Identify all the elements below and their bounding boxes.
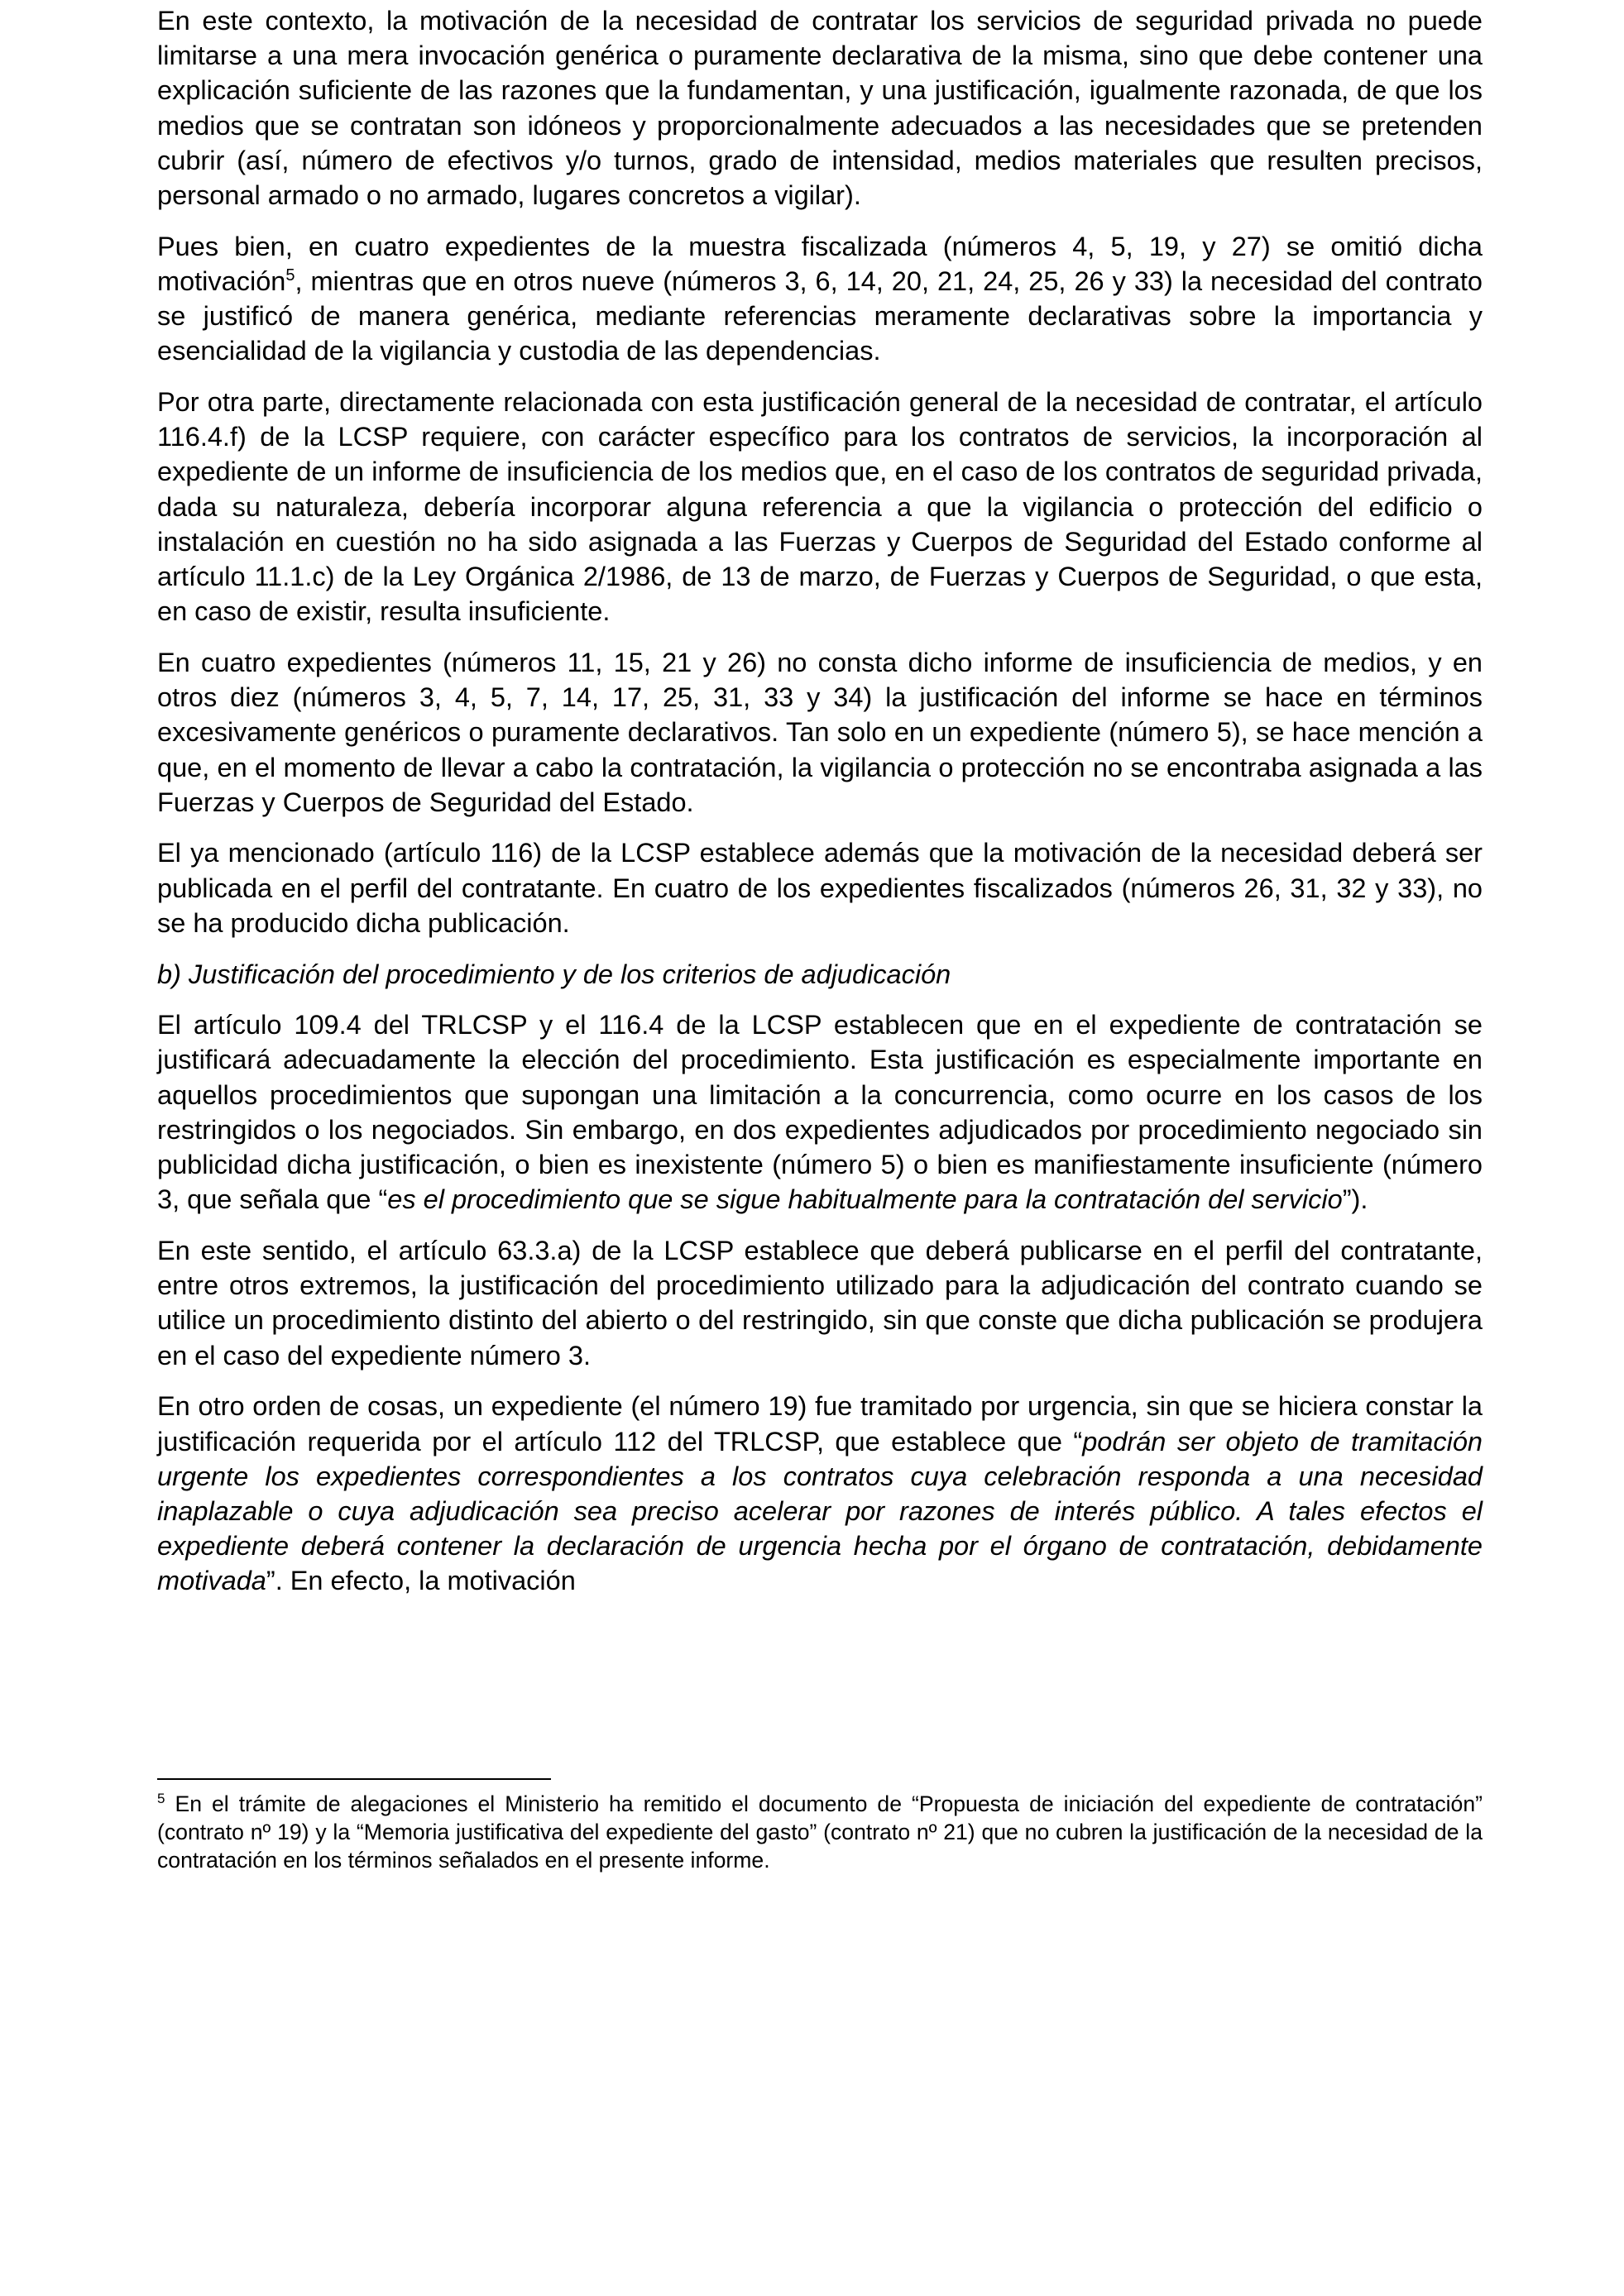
- quoted-text: es el procedimiento que se sigue habitualmente para la contratación del servicio: [387, 1184, 1343, 1215]
- paragraph-text: El artículo 109.4 del TRLCSP y el 116.4 de la LCSP establecen que en el expediente de contratación se justificará adecuadamente la elección del procedimiento. Esta justificación es especialmente importante en aquellos procedimientos que supongan una limitación a la concurrencia, como ocurre en los casos de los restringidos o los negociados. Sin embargo, en dos expedientes adjudicados por procedimiento negociado sin publicidad dicha justificación, o bien es inexistente (número 5) o bien es manifiestamente insuficiente (número 3, que señala que “: [157, 1010, 1483, 1215]
- paragraph: [157, 1007, 1483, 1217]
- paragraph: [157, 1389, 1483, 1598]
- paragraph-text: En otro orden de cosas, un expediente (el número 19) fue tramitado por urgencia, sin que se hiciera constar la justificación requerida por el artículo 112 del TRLCSP, que establece que “: [157, 1391, 1483, 1457]
- document-body: [157, 3, 1483, 1614]
- paragraph: Por otra parte, directamente relacionada con esta justificación general de la necesidad de contratar, el artículo 116.4.f) de la LCSP requiere, con carácter específico para los contratos de servicios, la incorporación al expediente de un informe de insuficiencia de los medios que, en el caso de los contratos de seguridad privada, dada su naturaleza, debería incorporar alguna referencia a que la vigilancia o protección del edificio o instalación en cuestión no ha sido asignada a las Fuerzas y Cuerpos de Seguridad del Estado conforme al artículo 11.1.c) de la Ley Orgánica 2/1986, de 13 de marzo, de Fuerzas y Cuerpos de Seguridad, o que esta, en caso de existir, resulta insuficiente.: [157, 387, 1483, 627]
- footnote-separator: [157, 1778, 551, 1780]
- paragraph: En este sentido, el artículo 63.3.a) de la LCSP establece que deberá publicarse en el perfil del contratante, entre otros extremos, la justificación del procedimiento utilizado para la adjudicación del contrato cuando se utilice un procedimiento distinto del abierto o del restringido, sin que conste que dicha publicación se produjera en el caso del expediente número 3.: [157, 1236, 1483, 1370]
- paragraph-text: ”. En efecto, la motivación: [266, 1566, 576, 1596]
- footnote: [157, 1790, 1483, 1875]
- footnote-reference: 5: [285, 266, 295, 285]
- quoted-text: podrán ser objeto de tramitación urgente los expedientes correspondientes a los contratos cuya celebración responda a una necesidad inaplazable o cuya adjudicación sea preciso acelerar por razones de interés público. A tales efectos el expediente deberá contener la declaración de urgencia hecha por el órgano de contratación, debidamente motivada: [157, 1426, 1483, 1596]
- paragraph-text: ”).: [1342, 1184, 1368, 1215]
- footnote-text: En el trámite de alegaciones el Ministerio ha remitido el documento de “Propuesta de iniciación del expediente de contratación” (contrato nº 19) y la “Memoria justificativa del expediente del gasto” (contrato nº 21) que no cubren la justificación de la necesidad de la contratación en los términos señalados en el presente informe.: [157, 1791, 1483, 1873]
- footnote-number: 5: [157, 1791, 165, 1807]
- paragraph: El ya mencionado (artículo 116) de la LCSP establece además que la motivación de la necesidad deberá ser publicada en el perfil del contratante. En cuatro de los expedientes fiscalizados (números 26, 31, 32 y 33), no se ha producido dicha publicación.: [157, 838, 1483, 938]
- paragraph-text: Pues bien, en cuatro expedientes de la muestra fiscalizada (números 4, 5, 19, y 27) se omitió dicha motivación: [157, 231, 1483, 296]
- paragraph: En cuatro expedientes (números 11, 15, 21 y 26) no consta dicho informe de insuficiencia de medios, y en otros diez (números 3, 4, 5, 7, 14, 17, 25, 31, 33 y 34) la justificación del informe se hace en términos excesivamente genéricos o puramente declarativos. Tan solo en un expediente (número 5), se hace mención a que, en el momento de llevar a cabo la contratación, la vigilancia o protección no se encontraba asignada a las Fuerzas y Cuerpos de Seguridad del Estado.: [157, 647, 1483, 817]
- paragraph: [157, 229, 1483, 369]
- paragraph: En este contexto, la motivación de la necesidad de contratar los servicios de seguridad privada no puede limitarse a una mera invocación genérica o puramente declarativa de la misma, sino que debe contener una explicación suficiente de las razones que la fundamentan, y una justificación, igualmente razonada, de que los medios que se contratan son idóneos y proporcionalmente adecuados a las necesidades que se pretenden cubrir (así, número de efectivos y/o turnos, grado de intensidad, medios materiales que resulten precisos, personal armado o no armado, lugares concretos a vigilar).: [157, 6, 1483, 211]
- footnotes: [157, 1790, 1483, 1875]
- paragraph-text: , mientras que en otros nueve (números 3, 6, 14, 20, 21, 24, 25, 26 y 33) la necesidad del contrato se justificó de manera genérica, mediante referencias meramente declarativas sobre la importancia y esencialidad de la vigilancia y custodia de las dependencias.: [157, 265, 1483, 366]
- section-heading: b) Justificación del procedimiento y de los criterios de adjudicación: [157, 959, 951, 989]
